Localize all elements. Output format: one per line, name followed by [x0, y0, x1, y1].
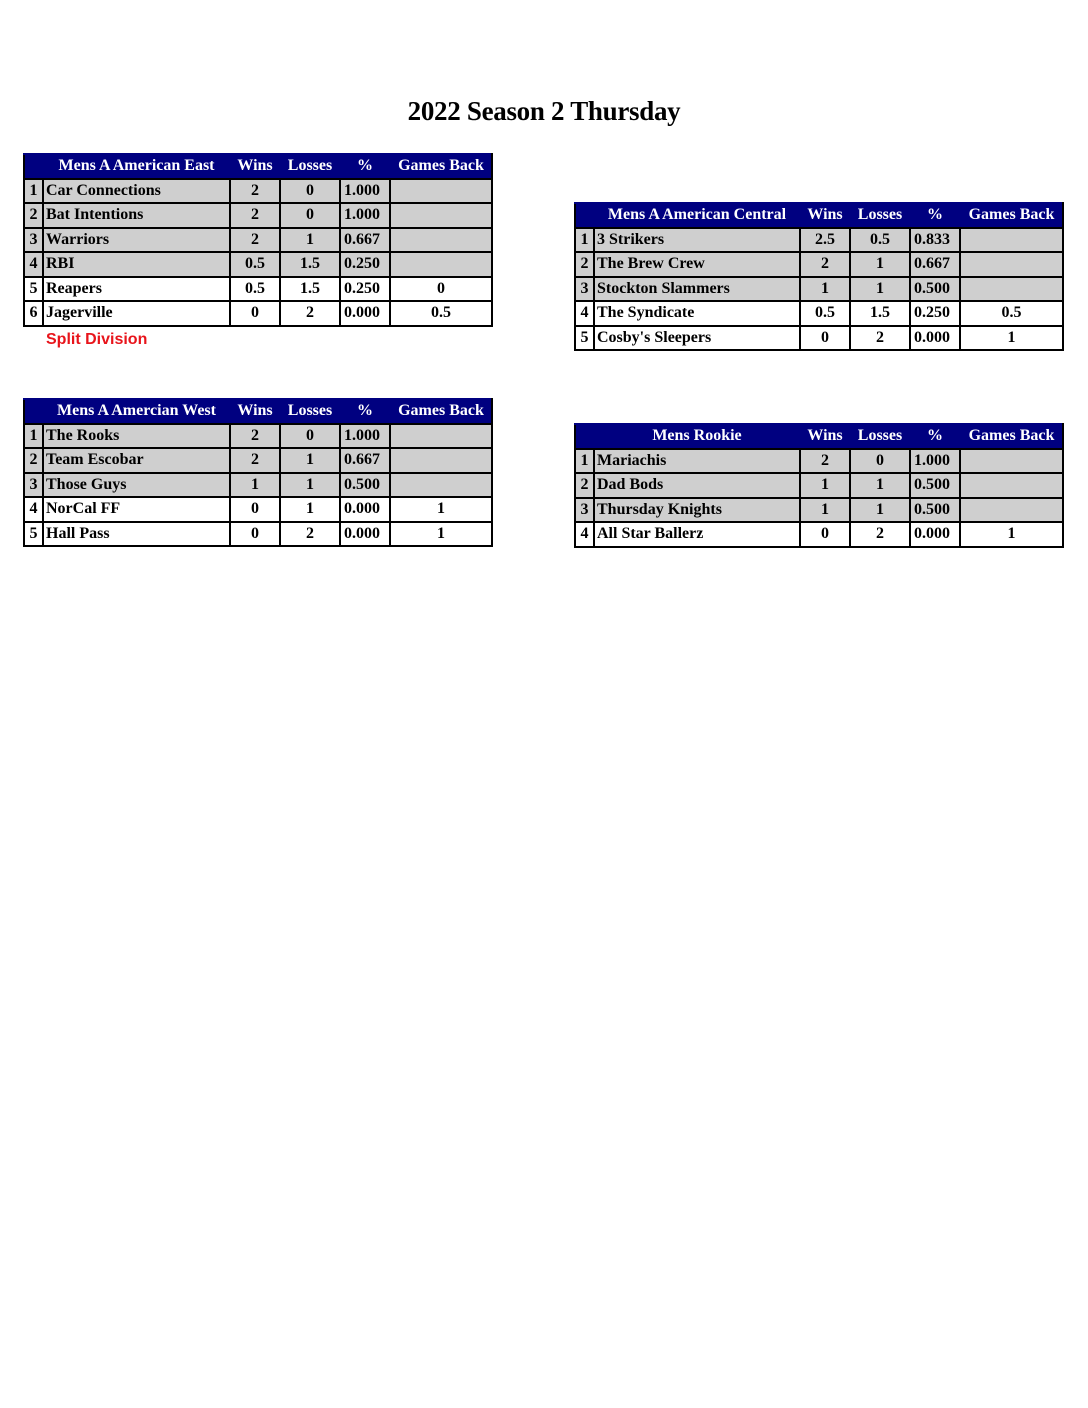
team-name: Car Connections [43, 179, 230, 204]
table-row [24, 473, 492, 498]
pct-header: % [910, 203, 960, 228]
pct-cell: 0.250 [910, 301, 960, 326]
wins-cell: 1 [800, 473, 850, 498]
table-row [575, 326, 1063, 351]
games-back-cell: 1 [390, 522, 492, 547]
team-name: Stockton Slammers [594, 277, 800, 302]
games-back-cell: 1 [960, 522, 1063, 547]
team-name: Reapers [43, 277, 230, 302]
pct-cell: 0.667 [910, 252, 960, 277]
rank-cell: 3 [24, 228, 43, 253]
games-back-cell [960, 473, 1063, 498]
pct-header: % [910, 424, 960, 449]
rank-cell: 5 [24, 522, 43, 547]
losses-cell: 0 [850, 449, 910, 474]
table-row [24, 228, 492, 253]
header-row [24, 399, 492, 424]
losses-cell: 1 [850, 498, 910, 523]
standings-table-american-east [23, 153, 493, 327]
losses-cell: 1 [280, 228, 340, 253]
losses-cell: 2 [850, 522, 910, 547]
losses-header: Losses [850, 424, 910, 449]
team-name: Mariachis [594, 449, 800, 474]
rank-cell: 6 [24, 301, 43, 326]
wins-cell: 2 [230, 228, 280, 253]
rank-cell: 3 [575, 498, 594, 523]
table-row [24, 277, 492, 302]
team-name: NorCal FF [43, 497, 230, 522]
table-row [24, 522, 492, 547]
losses-cell: 2 [850, 326, 910, 351]
losses-cell: 1 [850, 473, 910, 498]
games-back-cell [390, 473, 492, 498]
rank-cell: 2 [575, 252, 594, 277]
pct-cell: 0.500 [910, 498, 960, 523]
wins-cell: 1 [230, 473, 280, 498]
games-back-cell [390, 179, 492, 204]
rank-header [24, 399, 43, 424]
games-back-cell [390, 252, 492, 277]
rank-cell: 3 [575, 277, 594, 302]
pct-cell: 0.667 [340, 448, 390, 473]
team-name: The Brew Crew [594, 252, 800, 277]
wins-cell: 2 [230, 203, 280, 228]
wins-cell: 2 [800, 252, 850, 277]
table-row [24, 448, 492, 473]
rank-header [575, 424, 594, 449]
pct-cell: 0.000 [910, 522, 960, 547]
table-row [575, 301, 1063, 326]
split-division-note: Split Division [46, 331, 148, 348]
games-back-cell [390, 448, 492, 473]
standings-table-american-west [23, 398, 493, 547]
pct-cell: 0.500 [340, 473, 390, 498]
division-name: Mens A American Central [594, 203, 800, 228]
games-back-cell [390, 203, 492, 228]
division-name: Mens Rookie [594, 424, 800, 449]
table-row [575, 228, 1063, 253]
losses-cell: 0 [280, 179, 340, 204]
losses-cell: 0 [280, 203, 340, 228]
pct-header: % [340, 399, 390, 424]
wins-cell: 2 [230, 424, 280, 449]
losses-cell: 0.5 [850, 228, 910, 253]
rank-cell: 2 [575, 473, 594, 498]
team-name: Hall Pass [43, 522, 230, 547]
team-name: All Star Ballerz [594, 522, 800, 547]
wins-cell: 1 [800, 498, 850, 523]
losses-cell: 2 [280, 301, 340, 326]
team-name: Thursday Knights [594, 498, 800, 523]
pct-cell: 0.500 [910, 473, 960, 498]
pct-cell: 0.250 [340, 277, 390, 302]
team-name: 3 Strikers [594, 228, 800, 253]
pct-cell: 0.667 [340, 228, 390, 253]
rank-cell: 5 [575, 326, 594, 351]
wins-header: Wins [230, 154, 280, 179]
games-back-header: Games Back [960, 203, 1063, 228]
wins-cell: 1 [800, 277, 850, 302]
standings-table-rookie [574, 423, 1064, 548]
table-row [575, 449, 1063, 474]
wins-cell: 2 [230, 448, 280, 473]
games-back-cell [390, 424, 492, 449]
games-back-cell [960, 252, 1063, 277]
division-name: Mens A American East [43, 154, 230, 179]
pct-cell: 1.000 [340, 179, 390, 204]
team-name: Those Guys [43, 473, 230, 498]
team-name: RBI [43, 252, 230, 277]
wins-header: Wins [800, 424, 850, 449]
rank-cell: 4 [575, 301, 594, 326]
pct-cell: 0.000 [340, 301, 390, 326]
rank-header [24, 154, 43, 179]
losses-cell: 1 [850, 277, 910, 302]
team-name: Bat Intentions [43, 203, 230, 228]
pct-cell: 1.000 [340, 424, 390, 449]
pct-cell: 1.000 [340, 203, 390, 228]
page-title: 2022 Season 2 Thursday [407, 96, 681, 126]
games-back-cell: 0 [390, 277, 492, 302]
losses-cell: 1.5 [850, 301, 910, 326]
games-back-cell [960, 449, 1063, 474]
team-name: Team Escobar [43, 448, 230, 473]
wins-cell: 0 [230, 497, 280, 522]
header-row [575, 424, 1063, 449]
games-back-cell: 0.5 [390, 301, 492, 326]
wins-header: Wins [800, 203, 850, 228]
rank-cell: 2 [24, 203, 43, 228]
pct-cell: 0.000 [910, 326, 960, 351]
games-back-cell [960, 498, 1063, 523]
rank-cell: 4 [24, 252, 43, 277]
wins-cell: 0 [230, 301, 280, 326]
games-back-cell [390, 228, 492, 253]
table-row [24, 497, 492, 522]
losses-cell: 2 [280, 522, 340, 547]
games-back-cell: 1 [960, 326, 1063, 351]
games-back-cell: 0.5 [960, 301, 1063, 326]
games-back-cell [960, 277, 1063, 302]
pct-cell: 1.000 [910, 449, 960, 474]
team-name: Dad Bods [594, 473, 800, 498]
wins-cell: 0.5 [230, 277, 280, 302]
wins-cell: 0 [800, 326, 850, 351]
table-row [24, 424, 492, 449]
team-name: Cosby's Sleepers [594, 326, 800, 351]
wins-cell: 0 [800, 522, 850, 547]
rank-cell: 2 [24, 448, 43, 473]
header-row [24, 154, 492, 179]
table-row [575, 473, 1063, 498]
losses-cell: 1 [280, 473, 340, 498]
rank-header [575, 203, 594, 228]
games-back-header: Games Back [390, 399, 492, 424]
pct-cell: 0.000 [340, 497, 390, 522]
losses-header: Losses [850, 203, 910, 228]
table-row [24, 203, 492, 228]
table-row [24, 252, 492, 277]
losses-cell: 1 [280, 448, 340, 473]
wins-cell: 0.5 [800, 301, 850, 326]
wins-header: Wins [230, 399, 280, 424]
games-back-header: Games Back [390, 154, 492, 179]
games-back-cell [960, 228, 1063, 253]
losses-cell: 1 [280, 497, 340, 522]
wins-cell: 2 [230, 179, 280, 204]
pct-cell: 0.500 [910, 277, 960, 302]
wins-cell: 2.5 [800, 228, 850, 253]
losses-header: Losses [280, 154, 340, 179]
rank-cell: 1 [575, 228, 594, 253]
table-row [24, 301, 492, 326]
pct-header: % [340, 154, 390, 179]
table-row [575, 498, 1063, 523]
table-row [575, 252, 1063, 277]
games-back-header: Games Back [960, 424, 1063, 449]
losses-cell: 1.5 [280, 252, 340, 277]
team-name: The Rooks [43, 424, 230, 449]
pct-cell: 0.250 [340, 252, 390, 277]
rank-cell: 1 [24, 424, 43, 449]
pct-cell: 0.000 [340, 522, 390, 547]
table-row [575, 522, 1063, 547]
losses-cell: 0 [280, 424, 340, 449]
rank-cell: 5 [24, 277, 43, 302]
team-name: Warriors [43, 228, 230, 253]
losses-cell: 1.5 [280, 277, 340, 302]
header-row [575, 203, 1063, 228]
wins-cell: 2 [800, 449, 850, 474]
wins-cell: 0.5 [230, 252, 280, 277]
pct-cell: 0.833 [910, 228, 960, 253]
table-row [575, 277, 1063, 302]
team-name: Jagerville [43, 301, 230, 326]
rank-cell: 4 [24, 497, 43, 522]
rank-cell: 1 [24, 179, 43, 204]
standings-table-american-central [574, 202, 1064, 351]
rank-cell: 3 [24, 473, 43, 498]
division-name: Mens A Amercian West [43, 399, 230, 424]
games-back-cell: 1 [390, 497, 492, 522]
losses-cell: 1 [850, 252, 910, 277]
rank-cell: 4 [575, 522, 594, 547]
table-row [24, 179, 492, 204]
team-name: The Syndicate [594, 301, 800, 326]
wins-cell: 0 [230, 522, 280, 547]
rank-cell: 1 [575, 449, 594, 474]
losses-header: Losses [280, 399, 340, 424]
